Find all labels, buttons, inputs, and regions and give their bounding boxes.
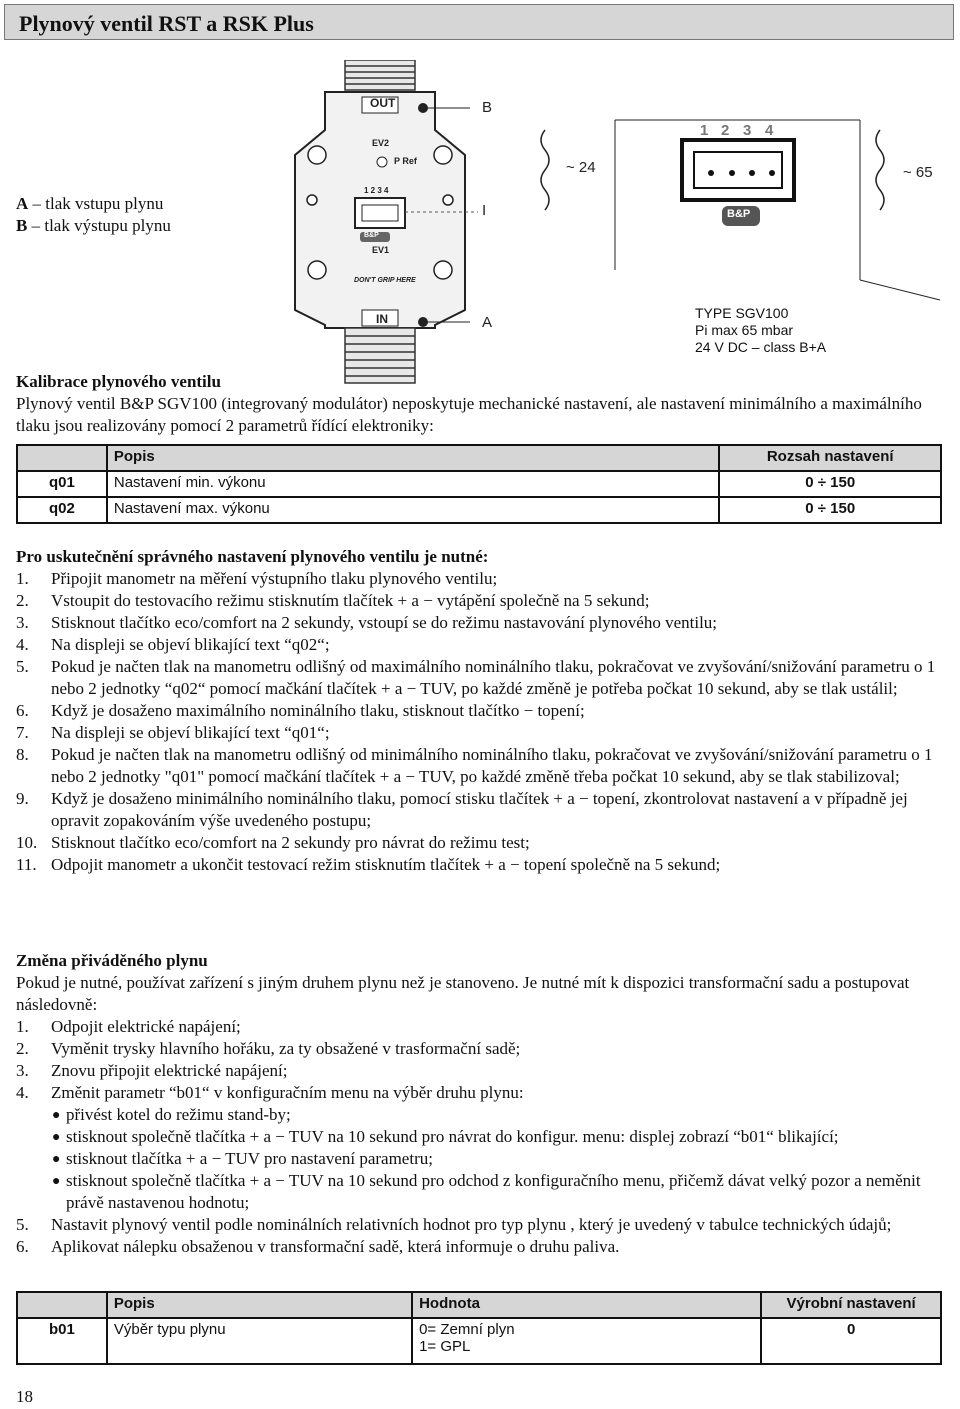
param-range: 0 ÷ 150	[719, 497, 941, 523]
procedure-section	[16, 546, 946, 876]
list-item: 11. Odpojit manometr a ukončit testovací režim stisknutím tlačítek + a − topení společně na 5 sekund;	[16, 855, 721, 874]
table-header-row	[17, 445, 941, 471]
page-title: Plynový ventil RST a RSK Plus	[19, 11, 314, 36]
pin-1-label: 1	[700, 122, 709, 139]
list-item: 6. Aplikovat nálepku obsaženou v transformační sadě, která informuje o druhu paliva.	[16, 1237, 620, 1256]
param-default: 0	[761, 1318, 941, 1364]
out-label: OUT	[370, 96, 396, 110]
header-cell: Výrobní nastavení	[761, 1292, 941, 1318]
list-item: 1. Připojit manometr na měření výstupního tlaku plynového ventilu;	[16, 569, 498, 588]
gas-change-section	[16, 950, 946, 1258]
header-cell	[17, 445, 107, 471]
header-cell: Popis	[107, 1292, 412, 1318]
param-code: b01	[17, 1318, 107, 1364]
gas-change-steps	[16, 1016, 946, 1104]
a-label: A	[482, 314, 493, 331]
i-label: I	[482, 202, 487, 219]
calibration-section	[16, 371, 946, 437]
calibration-text: Plynový ventil B&P SGV100 (integrovaný modulátor) neposkytuje mechanické nastavení, ale nastavení minimálního a maximálního tlaku jsou realizovány pomocí 2 parametrů řídící elektroniky:	[16, 394, 922, 435]
table-row	[17, 471, 941, 497]
pref-label: P Ref	[394, 156, 417, 166]
legend-b: B – tlak výstupu plynu	[16, 216, 171, 235]
calibration-title: Kalibrace plynového ventilu	[16, 372, 221, 391]
procedure-steps	[16, 568, 946, 876]
pins-small-label: 1 2 3 4	[364, 186, 389, 195]
header-cell: Popis	[107, 445, 720, 471]
param-code: q02	[17, 497, 107, 523]
list-item: 8. Pokud je načten tlak na manometru odlišný od minimálního nominálního tlaku, pokračovat ve zvyšování/snižování parametru o 1 nebo 2 jednotky "q01" pomocí mačkání tlačítek + a − TUV, po každé změně třeba počkat 10 sekund, aby se tlak stabilizoval;	[16, 745, 933, 786]
pin-4-label: 4	[765, 122, 774, 139]
table-header-row	[17, 1292, 941, 1318]
pin-2-label: 2	[721, 122, 730, 139]
pressure-legend	[16, 193, 171, 237]
bullet-icon: ●	[52, 1108, 61, 1123]
grip-warning-label: DON'T GRIP HERE	[354, 277, 416, 284]
gas-change-intro: Pokud je nutné, používat zařízení s jiným druhem plynu než je stanoveno. Je nutné mít k dispozici transformační sadu a postupovat následovně:	[16, 973, 910, 1014]
list-item: ● stisknout společně tlačítka + a − TUV na 10 sekund pro odchod z konfiguračního menu, přičemž dávat velký pozor a neměnit právě nastavenou hodnotu;	[52, 1171, 921, 1212]
gas-type-table	[16, 1291, 942, 1365]
header-cell	[17, 1292, 107, 1318]
type-line: TYPE SGV100	[695, 305, 789, 321]
list-item: 5. Pokud je načten tlak na manometru odlišný od maximálního nominálního tlaku, pokračovat ve zvyšování/snižování parametru o 1 nebo 2 jednotky “q02“ pomocí mačkání tlačítek + a − TUV, po každé změně je potřeba počkat 10 sekund, aby se tlak ustálil;	[16, 657, 936, 698]
param-desc: Výběr typu plynu	[107, 1318, 412, 1364]
header-bar	[4, 4, 954, 40]
port-a-marker	[418, 317, 428, 327]
table-row	[17, 497, 941, 523]
param-values	[412, 1318, 761, 1364]
list-item: 2. Vyměnit trysky hlavního hořáku, za ty obsažené v trasformační sadě;	[16, 1039, 521, 1058]
dim-65-label: ~ 65	[903, 164, 933, 181]
bullet-icon: ●	[52, 1130, 61, 1145]
param-range: 0 ÷ 150	[719, 471, 941, 497]
param-desc: Nastavení max. výkonu	[107, 497, 720, 523]
gas-change-title: Změna přiváděného plynu	[16, 951, 208, 970]
brand-logo: B&P	[727, 208, 751, 220]
in-label: IN	[376, 312, 388, 326]
header-cell: Rozsah nastavení	[719, 445, 941, 471]
list-item: 7. Na displeji se objeví blikající text “q01“;	[16, 723, 330, 742]
list-item: 4. Změnit parametr “b01“ v konfiguračním menu na výběr druhu plynu:	[16, 1083, 524, 1102]
pin-3-label: 3	[743, 122, 752, 139]
value-option: 0= Zemní plyn	[419, 1321, 515, 1338]
gas-change-bullets	[16, 1104, 946, 1214]
type-line: 24 V DC – class B+A	[695, 339, 827, 355]
procedure-title: Pro uskutečnění správného nastavení plynového ventilu je nutné:	[16, 547, 489, 566]
table-row	[17, 1318, 941, 1364]
bullet-icon: ●	[52, 1152, 61, 1167]
list-item: 5. Nastavit plynový ventil podle nominálních relativních hodnot pro typ plynu , který je uvedený v tabulce technických údajů;	[16, 1215, 892, 1234]
list-item: ● přivést kotel do režimu stand-by;	[16, 1104, 946, 1126]
param-desc: Nastavení min. výkonu	[107, 471, 720, 497]
outlet-pipe	[345, 60, 415, 90]
b-label: B	[482, 99, 493, 116]
list-item: 6. Když je dosaženo maximálního nominálního tlaku, stisknout tlačítko − topení;	[16, 701, 585, 720]
list-item: 3. Stisknout tlačítko eco/comfort na 2 sekundy, vstoupí se do režimu nastavování plynového ventilu;	[16, 613, 718, 632]
legend-a: A – tlak vstupu plynu	[16, 194, 164, 213]
gas-change-steps-continued	[16, 1214, 946, 1258]
type-plate	[695, 305, 826, 356]
type-line: Pi max 65 mbar	[695, 322, 794, 338]
dim-24-label: ~ 24	[566, 159, 596, 176]
list-item: 1. Odpojit elektrické napájení;	[16, 1017, 241, 1036]
brand-small-label: B&P	[364, 232, 379, 239]
list-item: 10. Stisknout tlačítko eco/comfort na 2 sekundy pro návrat do režimu test;	[16, 833, 530, 852]
param-code: q01	[17, 471, 107, 497]
value-option: 1= GPL	[419, 1338, 471, 1355]
list-item: 9. Když je dosaženo minimálního nominálního tlaku, pomocí stisku tlačítek + a − topení, zkontrolovat nastavení a v případně jej opravit zopakováním výše uvedeného postupu;	[16, 789, 908, 830]
ev1-label: EV1	[372, 245, 390, 255]
list-item: 4. Na displeji se objeví blikající text “q02“;	[16, 635, 330, 654]
list-item: 3. Znovu připojit elektrické napájení;	[16, 1061, 288, 1080]
parameter-table	[16, 444, 942, 524]
list-item: 2. Vstoupit do testovacího režimu stisknutím tlačítek + a − vytápění společně na 5 sekund;	[16, 591, 650, 610]
bullet-icon: ●	[52, 1174, 61, 1189]
ev2-label: EV2	[372, 138, 390, 148]
list-item: ● stisknout tlačítka + a − TUV pro nastavení parametru;	[16, 1148, 946, 1170]
list-item: ● stisknout společně tlačítka + a − TUV na 10 sekund pro návrat do konfigur. menu: displej zobrazí “b01“ blikající;	[16, 1126, 946, 1148]
page-number: 18	[16, 1387, 33, 1406]
header-cell: Hodnota	[412, 1292, 761, 1318]
